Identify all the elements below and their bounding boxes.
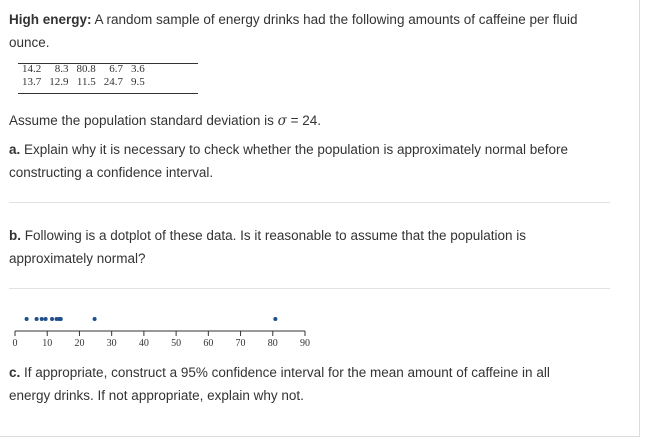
x-tick-label: 20 xyxy=(74,338,85,349)
part-b-line1: Following is a dotplot of these data. Is it reasonable to assume that the population is xyxy=(21,228,527,243)
x-tick-label: 10 xyxy=(42,338,53,349)
table-cell: 11.5 xyxy=(76,76,96,88)
data-dot xyxy=(35,317,39,321)
x-tick-label: 60 xyxy=(203,338,214,349)
x-tick-label: 0 xyxy=(12,338,18,349)
data-dot xyxy=(25,317,29,321)
part-b-question xyxy=(9,224,609,270)
table-cell: 24.7 xyxy=(103,76,123,88)
intro-heading: High energy: xyxy=(9,12,92,27)
table-cell: 3.6 xyxy=(131,63,145,75)
caffeine-dotplot xyxy=(0,300,330,352)
table-cell: 80.8 xyxy=(76,63,96,75)
x-tick-label: 30 xyxy=(106,338,117,349)
assumption-text xyxy=(9,109,609,133)
table-cell: 8.3 xyxy=(54,63,69,75)
table-row xyxy=(18,76,149,89)
data-dot xyxy=(50,317,54,321)
part-c-question xyxy=(9,361,609,407)
intro-text-line1: A random sample of energy drinks had the following amounts of caffeine per fluid xyxy=(91,12,578,27)
intro-text-line2: ounce. xyxy=(9,35,50,50)
data-dot xyxy=(59,317,63,321)
assumption-suffix: = 24. xyxy=(286,113,322,128)
sigma-symbol: σ xyxy=(277,113,287,129)
divider xyxy=(9,202,610,203)
table-row xyxy=(18,63,149,76)
part-a-line2: constructing a confidence interval. xyxy=(9,165,214,180)
part-c-line2: energy drinks. If not appropriate, explain why not. xyxy=(9,388,304,403)
x-tick-label: 40 xyxy=(138,338,149,349)
x-tick-label: 70 xyxy=(235,338,246,349)
assumption-prefix: Assume the population standard deviation is xyxy=(9,113,278,128)
data-dot xyxy=(40,317,44,321)
data-dot xyxy=(44,317,48,321)
table-bottom-rule xyxy=(18,93,198,94)
part-a-line1: Explain why it is necessary to check whether the population is approximately normal before xyxy=(20,142,569,157)
data-dot xyxy=(93,317,97,321)
x-tick-label: 50 xyxy=(171,338,182,349)
part-b-line2: approximately normal? xyxy=(9,251,146,266)
intro-paragraph xyxy=(9,8,609,54)
table-cell: 14.2 xyxy=(22,63,42,75)
part-a-question xyxy=(9,138,609,184)
part-b-label: b. xyxy=(9,228,21,243)
divider xyxy=(9,288,610,289)
part-a-label: a. xyxy=(9,142,21,157)
part-c-line1: If appropriate, construct a 95% confidence interval for the mean amount of caffeine in all xyxy=(20,365,550,380)
table-cell: 12.9 xyxy=(49,76,69,88)
part-c-label: c. xyxy=(9,365,21,380)
x-tick-label: 90 xyxy=(300,338,310,349)
data-dot xyxy=(273,317,277,321)
caffeine-data-table xyxy=(18,63,149,89)
table-cell: 13.7 xyxy=(22,76,42,88)
x-tick-label: 80 xyxy=(267,338,278,349)
table-cell: 9.5 xyxy=(131,76,145,88)
table-cell: 6.7 xyxy=(109,63,123,75)
